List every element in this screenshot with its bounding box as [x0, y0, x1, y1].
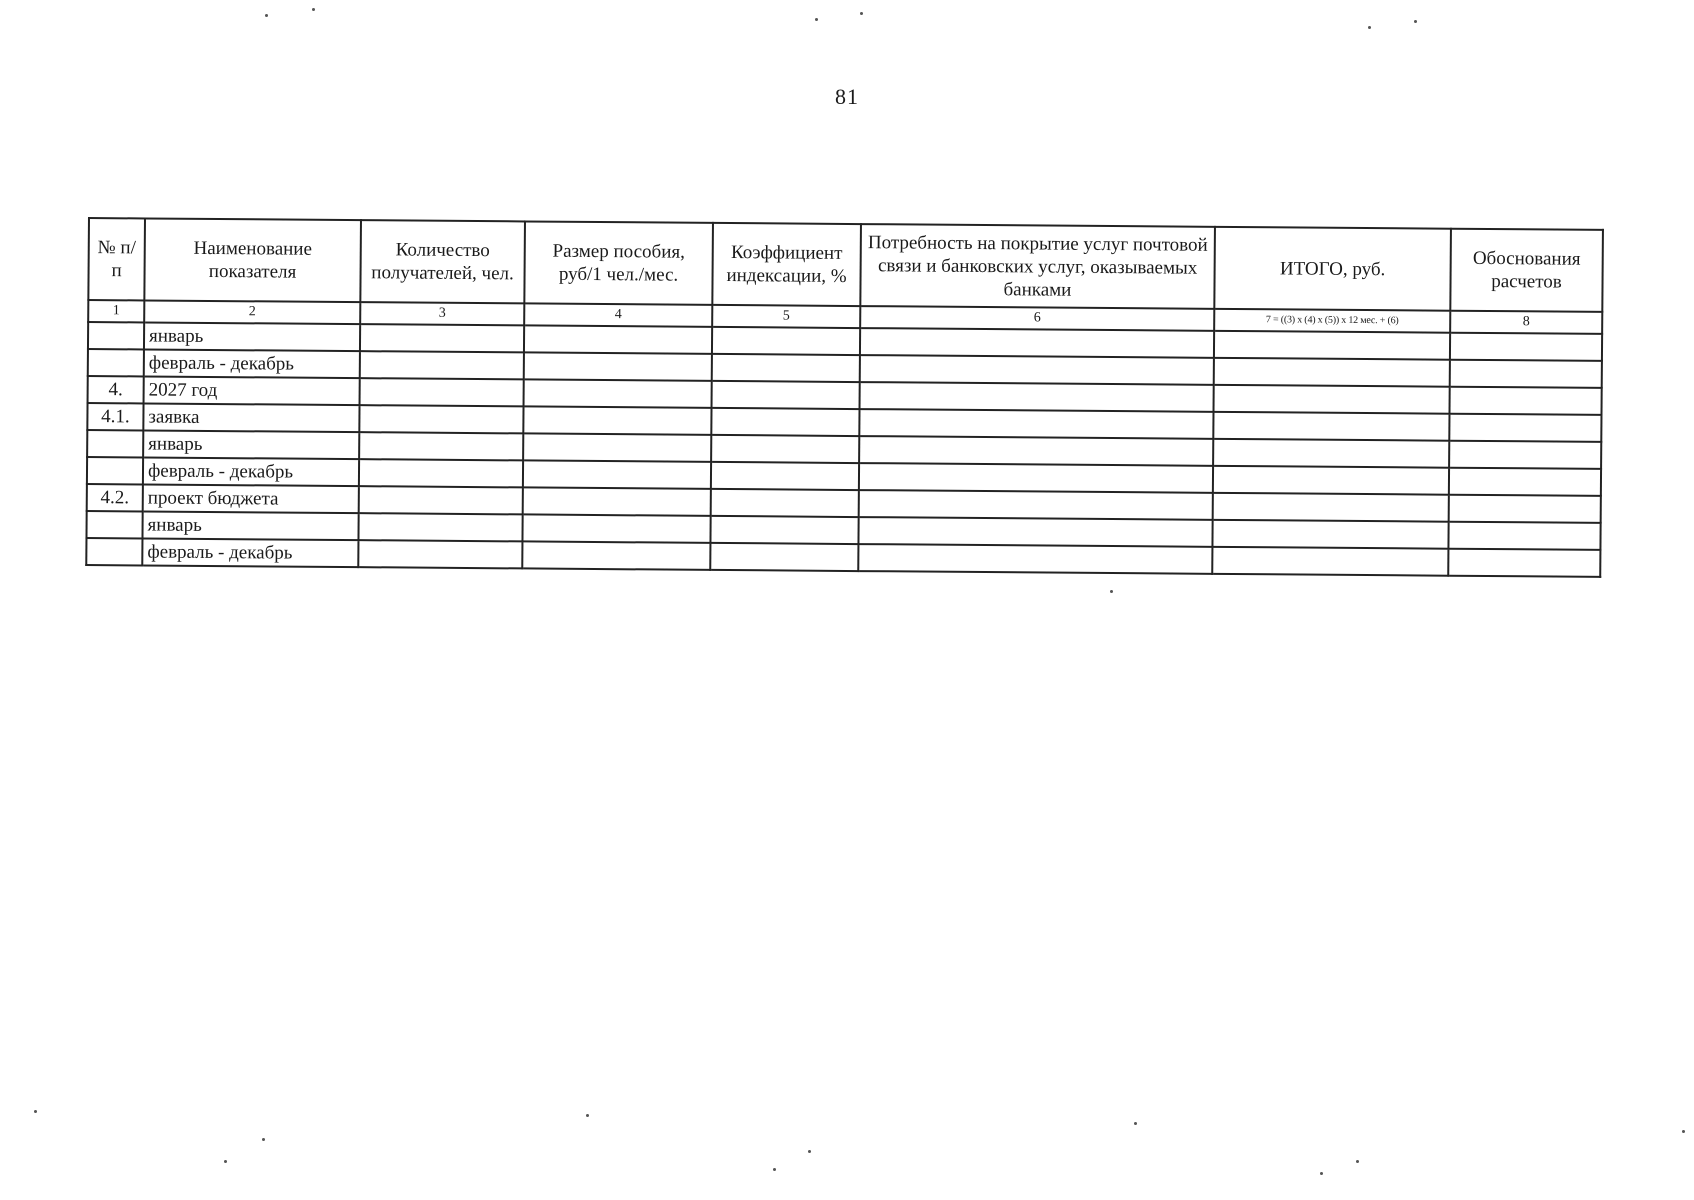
- header-number: № п/п: [88, 218, 145, 300]
- row-number: 4.1.: [87, 403, 143, 430]
- column-number-2: 2: [144, 300, 360, 324]
- cell-coefficient: [711, 435, 859, 463]
- cell-justification: [1449, 414, 1601, 442]
- scan-speck: [773, 1168, 776, 1171]
- row-number: 4.: [88, 376, 144, 403]
- cell-benefit: [523, 487, 711, 515]
- cell-justification: [1450, 333, 1602, 361]
- scan-speck: [860, 12, 863, 15]
- header-postal-banking-services: Потребность на покрытие услуг почтовой связи и банковских услуг, оказываемых банками: [860, 224, 1215, 309]
- scan-speck: [808, 1150, 811, 1153]
- scan-speck: [1356, 1160, 1359, 1163]
- indicator-table: [85, 217, 1604, 578]
- cell-coefficient: [710, 516, 858, 544]
- cell-recipients: [360, 378, 524, 406]
- row-indicator-name: февраль - декабрь: [142, 538, 358, 567]
- cell-recipients: [360, 351, 524, 379]
- cell-services: [859, 490, 1213, 520]
- cell-total: [1213, 412, 1449, 441]
- cell-services: [858, 517, 1212, 547]
- scan-speck: [815, 18, 818, 21]
- cell-benefit: [522, 541, 710, 569]
- scan-speck: [34, 1110, 37, 1113]
- cell-total: [1213, 439, 1449, 468]
- column-number-6: 6: [860, 306, 1214, 331]
- row-number: [87, 457, 143, 484]
- scan-speck: [1134, 1122, 1137, 1125]
- cell-services: [859, 436, 1213, 466]
- indicator-table-container: [85, 217, 1602, 578]
- header-justification: Обоснования расчетов: [1450, 229, 1603, 312]
- cell-benefit: [524, 325, 712, 353]
- cell-total: [1213, 493, 1449, 522]
- column-number-4: 4: [524, 303, 712, 326]
- page-number: 81: [835, 84, 859, 109]
- row-indicator-name: январь: [144, 322, 360, 351]
- cell-recipients: [358, 540, 522, 568]
- column-number-5: 5: [712, 305, 860, 328]
- header-indexation-coefficient: Коэффициент индексации, %: [712, 223, 861, 306]
- cell-recipients: [359, 459, 523, 487]
- row-number: [86, 538, 142, 565]
- scan-speck: [1368, 26, 1371, 29]
- scan-speck: [262, 1138, 265, 1141]
- row-indicator-name: январь: [142, 511, 358, 540]
- scan-speck: [586, 1114, 589, 1117]
- scan-speck: [1320, 1172, 1323, 1175]
- cell-total: [1214, 385, 1450, 414]
- cell-justification: [1449, 387, 1601, 415]
- cell-justification: [1450, 360, 1602, 388]
- cell-total: [1213, 466, 1449, 495]
- column-number-3: 3: [360, 302, 524, 325]
- cell-benefit: [522, 514, 710, 542]
- cell-coefficient: [710, 543, 858, 571]
- cell-justification: [1449, 495, 1601, 523]
- cell-benefit: [523, 433, 711, 461]
- row-indicator-name: заявка: [143, 403, 359, 432]
- cell-coefficient: [712, 354, 860, 382]
- row-number: [88, 349, 144, 376]
- column-number-7-formula: 7 = ((3) x (4) x (5)) x 12 мес. + (6): [1214, 309, 1450, 333]
- row-number: [86, 511, 142, 538]
- row-indicator-name: январь: [143, 430, 359, 459]
- scan-speck: [1110, 590, 1113, 593]
- scan-speck: [1682, 1130, 1685, 1133]
- row-number: [88, 322, 144, 349]
- row-number: [87, 430, 143, 457]
- cell-recipients: [360, 324, 524, 352]
- cell-recipients: [358, 513, 522, 541]
- cell-total: [1214, 331, 1450, 360]
- cell-total: [1214, 358, 1450, 387]
- column-number-8: 8: [1450, 311, 1602, 334]
- header-row: [88, 218, 1603, 312]
- header-indicator-name: Наименование показателя: [144, 218, 361, 302]
- cell-services: [859, 463, 1213, 493]
- cell-services: [860, 328, 1214, 358]
- cell-total: [1212, 547, 1448, 576]
- cell-recipients: [359, 486, 523, 514]
- cell-coefficient: [711, 462, 859, 490]
- cell-services: [860, 382, 1214, 412]
- cell-recipients: [359, 432, 523, 460]
- cell-services: [859, 409, 1213, 439]
- scan-speck: [224, 1160, 227, 1163]
- row-indicator-name: проект бюджета: [143, 484, 359, 513]
- header-recipients-count: Количество получателей, чел.: [360, 220, 525, 303]
- row-indicator-name: февраль - декабрь: [144, 349, 360, 378]
- cell-justification: [1449, 468, 1601, 496]
- cell-benefit: [524, 352, 712, 380]
- cell-total: [1212, 520, 1448, 549]
- cell-services: [860, 355, 1214, 385]
- cell-justification: [1448, 549, 1600, 577]
- column-number-1: 1: [88, 300, 144, 322]
- cell-coefficient: [711, 408, 859, 436]
- scan-speck: [312, 8, 315, 11]
- row-number: 4.2.: [87, 484, 143, 511]
- scan-speck: [1414, 20, 1417, 23]
- header-benefit-amount: Размер пособия, руб/1 чел./мес.: [524, 221, 713, 304]
- cell-benefit: [523, 406, 711, 434]
- cell-coefficient: [712, 327, 860, 355]
- cell-coefficient: [711, 489, 859, 517]
- row-indicator-name: февраль - декабрь: [143, 457, 359, 486]
- cell-coefficient: [712, 381, 860, 409]
- scan-speck: [265, 14, 268, 17]
- cell-justification: [1448, 522, 1600, 550]
- cell-benefit: [523, 460, 711, 488]
- cell-recipients: [359, 405, 523, 433]
- header-total: ИТОГО, руб.: [1214, 227, 1451, 311]
- cell-services: [858, 544, 1212, 574]
- cell-justification: [1449, 441, 1601, 469]
- cell-benefit: [524, 379, 712, 407]
- row-indicator-name: 2027 год: [144, 376, 360, 405]
